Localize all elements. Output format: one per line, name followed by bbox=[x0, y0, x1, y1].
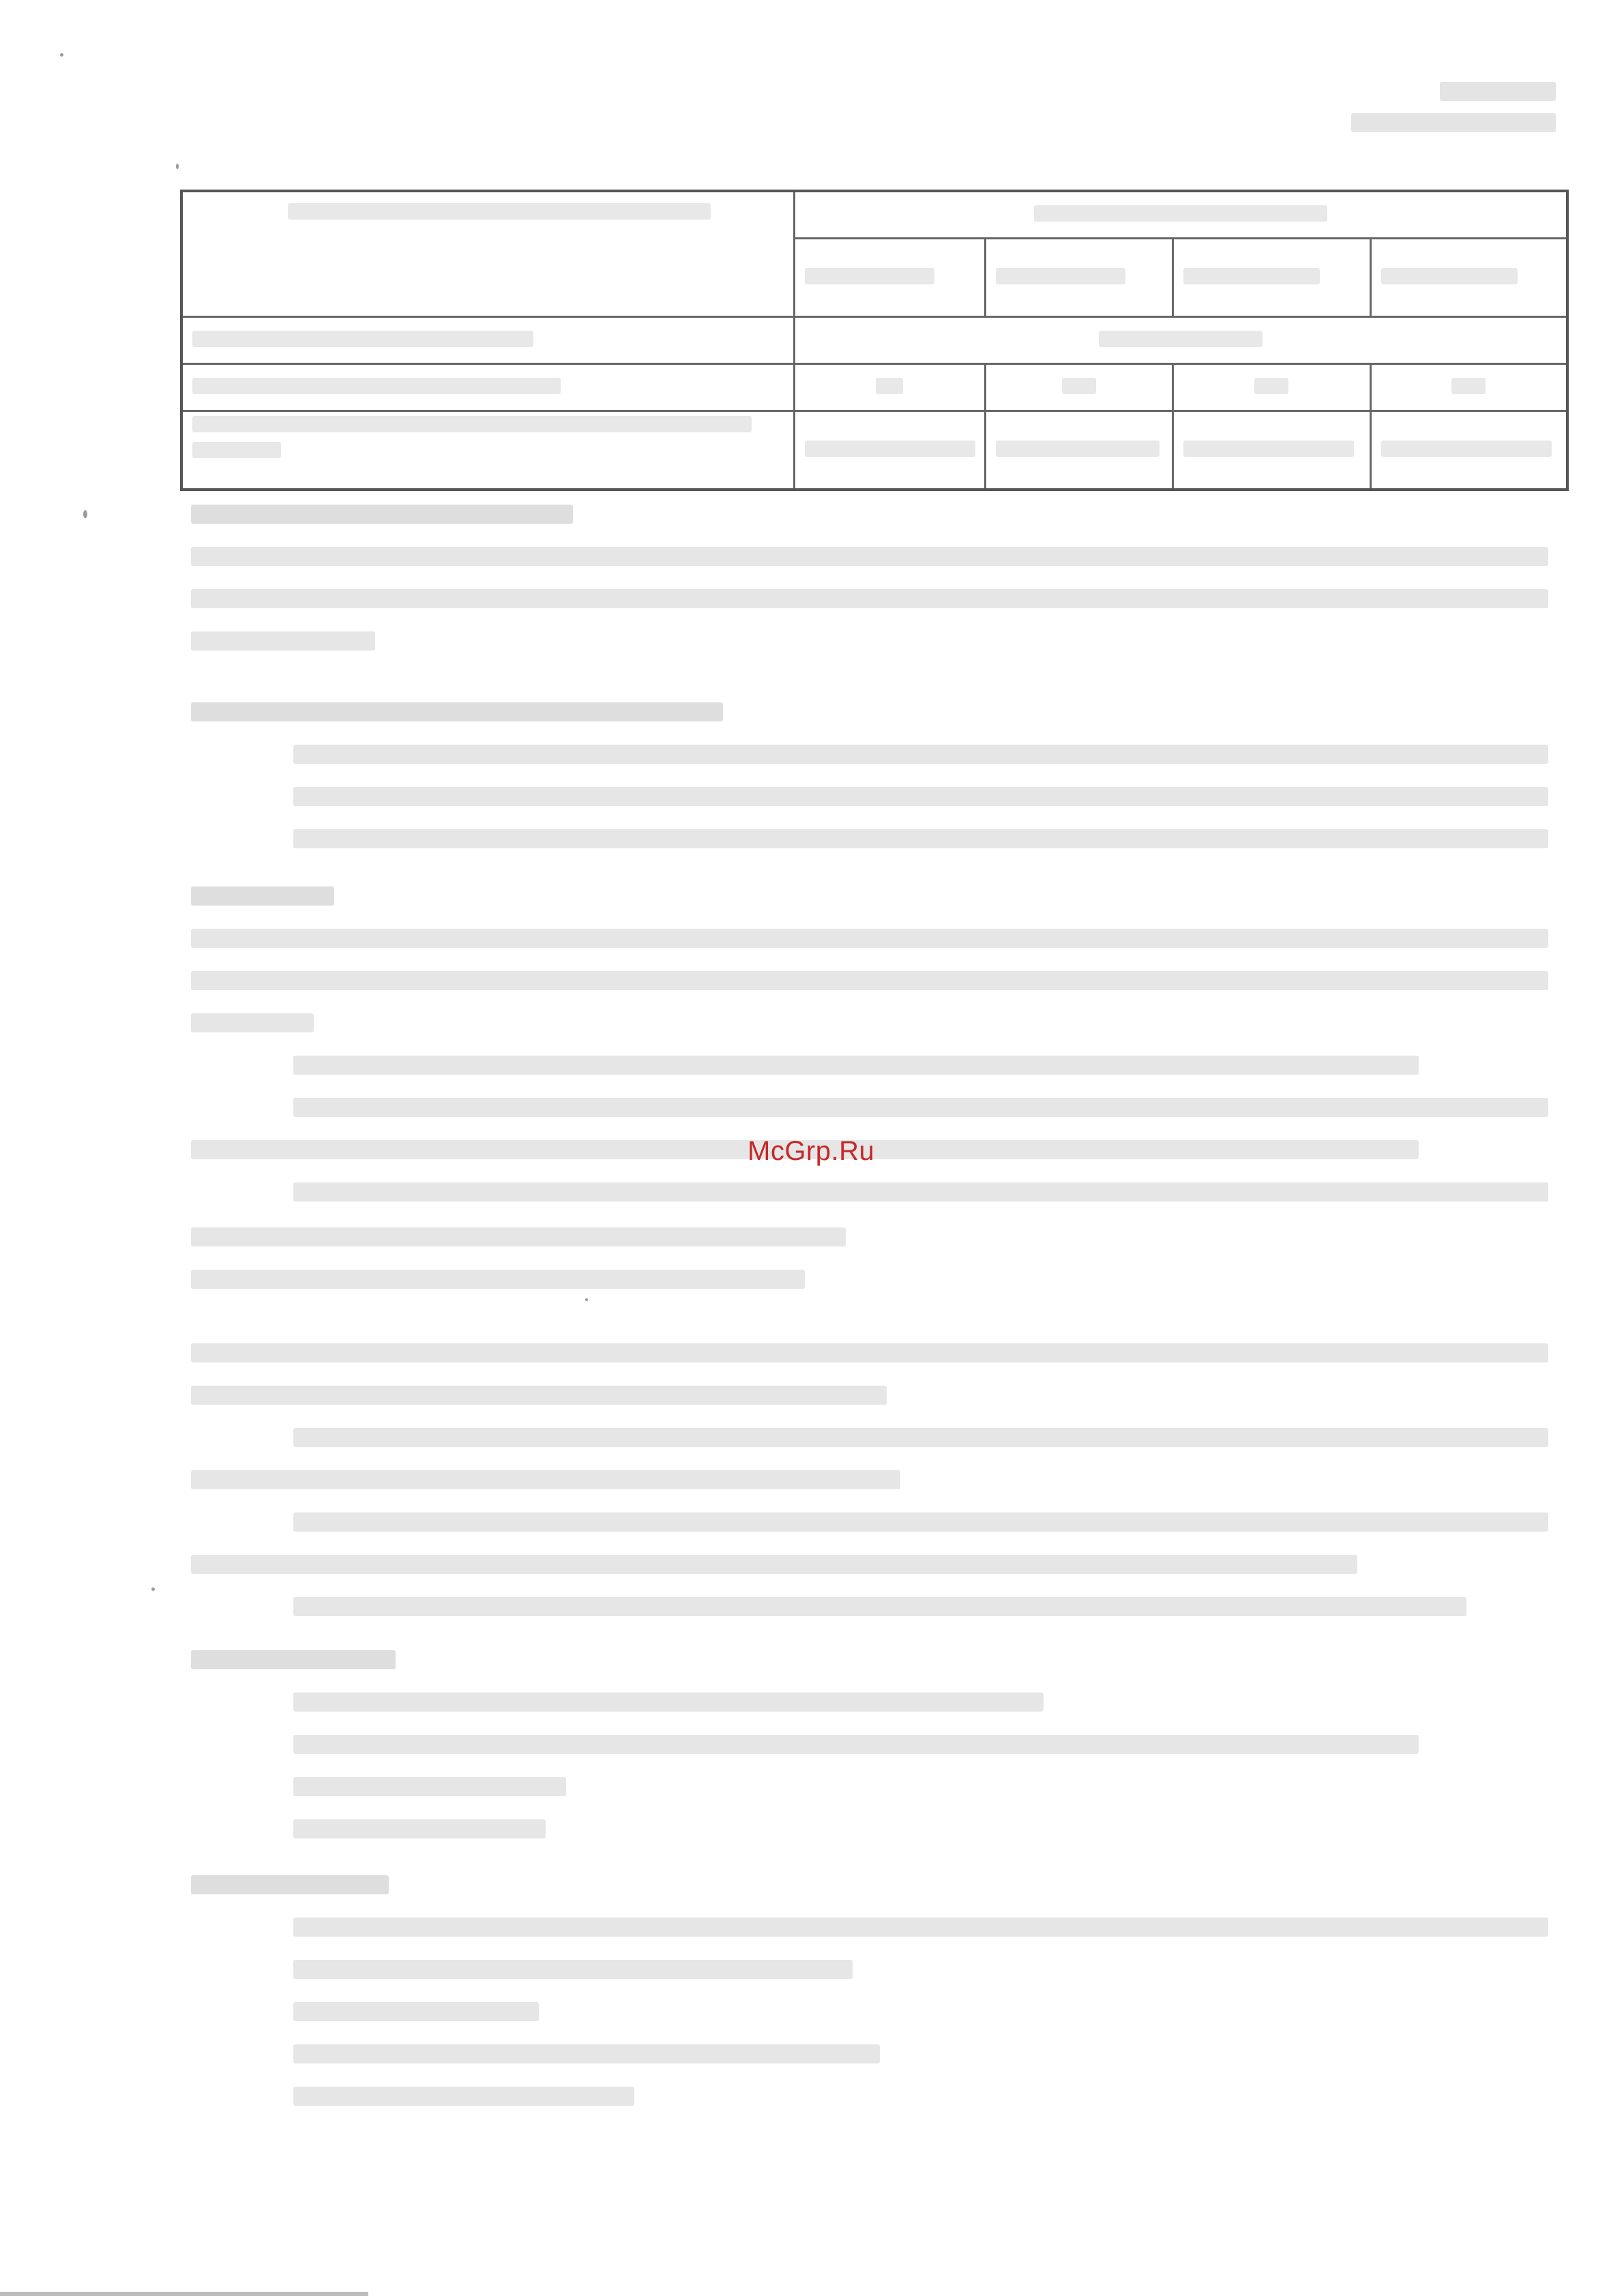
faded-text-line bbox=[293, 1428, 1548, 1447]
table-cell bbox=[985, 239, 1172, 317]
faded-cell-text bbox=[996, 441, 1160, 457]
faded-text-line bbox=[293, 1693, 1044, 1712]
faded-text-line bbox=[191, 547, 1548, 566]
faded-heading-line bbox=[191, 1650, 396, 1669]
faded-text-line bbox=[191, 631, 375, 651]
table-cell bbox=[1172, 364, 1370, 411]
faded-cell-text bbox=[805, 441, 975, 457]
faded-paragraph-7 bbox=[191, 1875, 1548, 2129]
table-cell bbox=[181, 191, 794, 317]
table-header-row bbox=[181, 191, 1567, 239]
table-cell bbox=[794, 239, 985, 317]
faded-paragraph-4 bbox=[191, 1227, 1548, 1312]
faded-text-line bbox=[293, 787, 1548, 806]
faded-text-line bbox=[293, 2087, 634, 2106]
faded-text-line bbox=[293, 1056, 1419, 1075]
faded-text-line bbox=[191, 1343, 1548, 1362]
page-header-faded-text bbox=[1351, 82, 1556, 145]
faded-paragraph-6 bbox=[191, 1650, 1548, 1862]
faded-text-line bbox=[293, 1182, 1548, 1202]
faded-text-line bbox=[293, 1960, 853, 1979]
faded-text-line bbox=[293, 1512, 1548, 1532]
faded-paragraph-5 bbox=[191, 1343, 1548, 1639]
table-cell bbox=[1370, 239, 1567, 317]
table-cell bbox=[794, 364, 985, 411]
faded-text-line bbox=[191, 589, 1548, 608]
table-cell bbox=[181, 364, 794, 411]
table-cell bbox=[1370, 411, 1567, 490]
table-cell bbox=[181, 411, 794, 490]
scan-speck bbox=[60, 53, 63, 57]
faded-paragraph-2 bbox=[191, 702, 1548, 871]
faded-paragraph-1 bbox=[191, 505, 1548, 674]
faded-cell-text bbox=[192, 416, 752, 432]
table-cell bbox=[1172, 239, 1370, 317]
faded-text-line bbox=[191, 971, 1548, 990]
table-cell bbox=[794, 411, 985, 490]
scan-bottom-edge bbox=[0, 2292, 368, 2296]
faded-cell-text bbox=[288, 203, 711, 220]
table-row bbox=[181, 411, 1567, 490]
faded-text-line bbox=[191, 1470, 900, 1489]
faded-text-line bbox=[293, 745, 1548, 764]
faded-heading-line bbox=[191, 1875, 389, 1894]
faded-text-line bbox=[293, 2044, 880, 2063]
faded-text-line bbox=[191, 1013, 314, 1032]
faded-paragraph-3 bbox=[191, 886, 1548, 1225]
faded-text-line bbox=[191, 1227, 846, 1247]
table-row bbox=[181, 364, 1567, 411]
scan-speck bbox=[176, 164, 179, 169]
table-cell bbox=[1172, 411, 1370, 490]
table-cell bbox=[794, 317, 1567, 364]
faded-text-line bbox=[293, 1735, 1419, 1754]
faded-cell-text bbox=[1034, 205, 1327, 222]
faded-cell-text bbox=[1183, 441, 1354, 457]
table-cell bbox=[985, 364, 1172, 411]
scan-speck bbox=[151, 1587, 155, 1591]
table-cell bbox=[1370, 364, 1567, 411]
faded-cell-text bbox=[1451, 378, 1486, 394]
faded-cell-text bbox=[192, 442, 281, 458]
faded-cell-text bbox=[192, 331, 533, 347]
faded-cell-text bbox=[1099, 331, 1263, 347]
faded-text-line bbox=[191, 1555, 1357, 1574]
faded-cell-text bbox=[1254, 378, 1288, 394]
faded-text-line bbox=[293, 1918, 1548, 1937]
table-row bbox=[181, 317, 1567, 364]
faded-text-line bbox=[293, 2002, 539, 2021]
faded-cell-text bbox=[192, 378, 561, 394]
faded-cell-text bbox=[805, 268, 934, 284]
faded-text-line bbox=[191, 929, 1548, 948]
table-cell bbox=[794, 191, 1567, 239]
faded-text-line bbox=[191, 1386, 887, 1405]
faded-text-line bbox=[293, 1819, 546, 1838]
faded-cell-text bbox=[1381, 268, 1518, 284]
faded-header-line bbox=[1440, 82, 1556, 101]
faded-heading-line bbox=[191, 702, 723, 721]
faded-text-line bbox=[293, 1098, 1548, 1117]
faded-text-line bbox=[293, 1777, 566, 1796]
faded-header-line bbox=[1351, 113, 1556, 132]
table-cell bbox=[985, 411, 1172, 490]
faded-cell-text bbox=[1381, 441, 1552, 457]
watermark-text: McGrp.Ru bbox=[748, 1136, 875, 1166]
faded-text-line bbox=[293, 829, 1548, 848]
faded-cell-text bbox=[996, 268, 1125, 284]
scan-speck bbox=[585, 1298, 588, 1301]
faded-cell-text bbox=[1062, 378, 1096, 394]
specification-table bbox=[180, 190, 1569, 491]
faded-cell-text bbox=[1183, 268, 1320, 284]
faded-text-line bbox=[293, 1597, 1466, 1616]
table-cell bbox=[181, 317, 794, 364]
faded-heading-line bbox=[191, 505, 573, 524]
faded-heading-line bbox=[191, 886, 334, 906]
faded-text-line bbox=[191, 1270, 805, 1289]
scan-speck bbox=[83, 510, 87, 518]
faded-cell-text bbox=[876, 378, 903, 394]
